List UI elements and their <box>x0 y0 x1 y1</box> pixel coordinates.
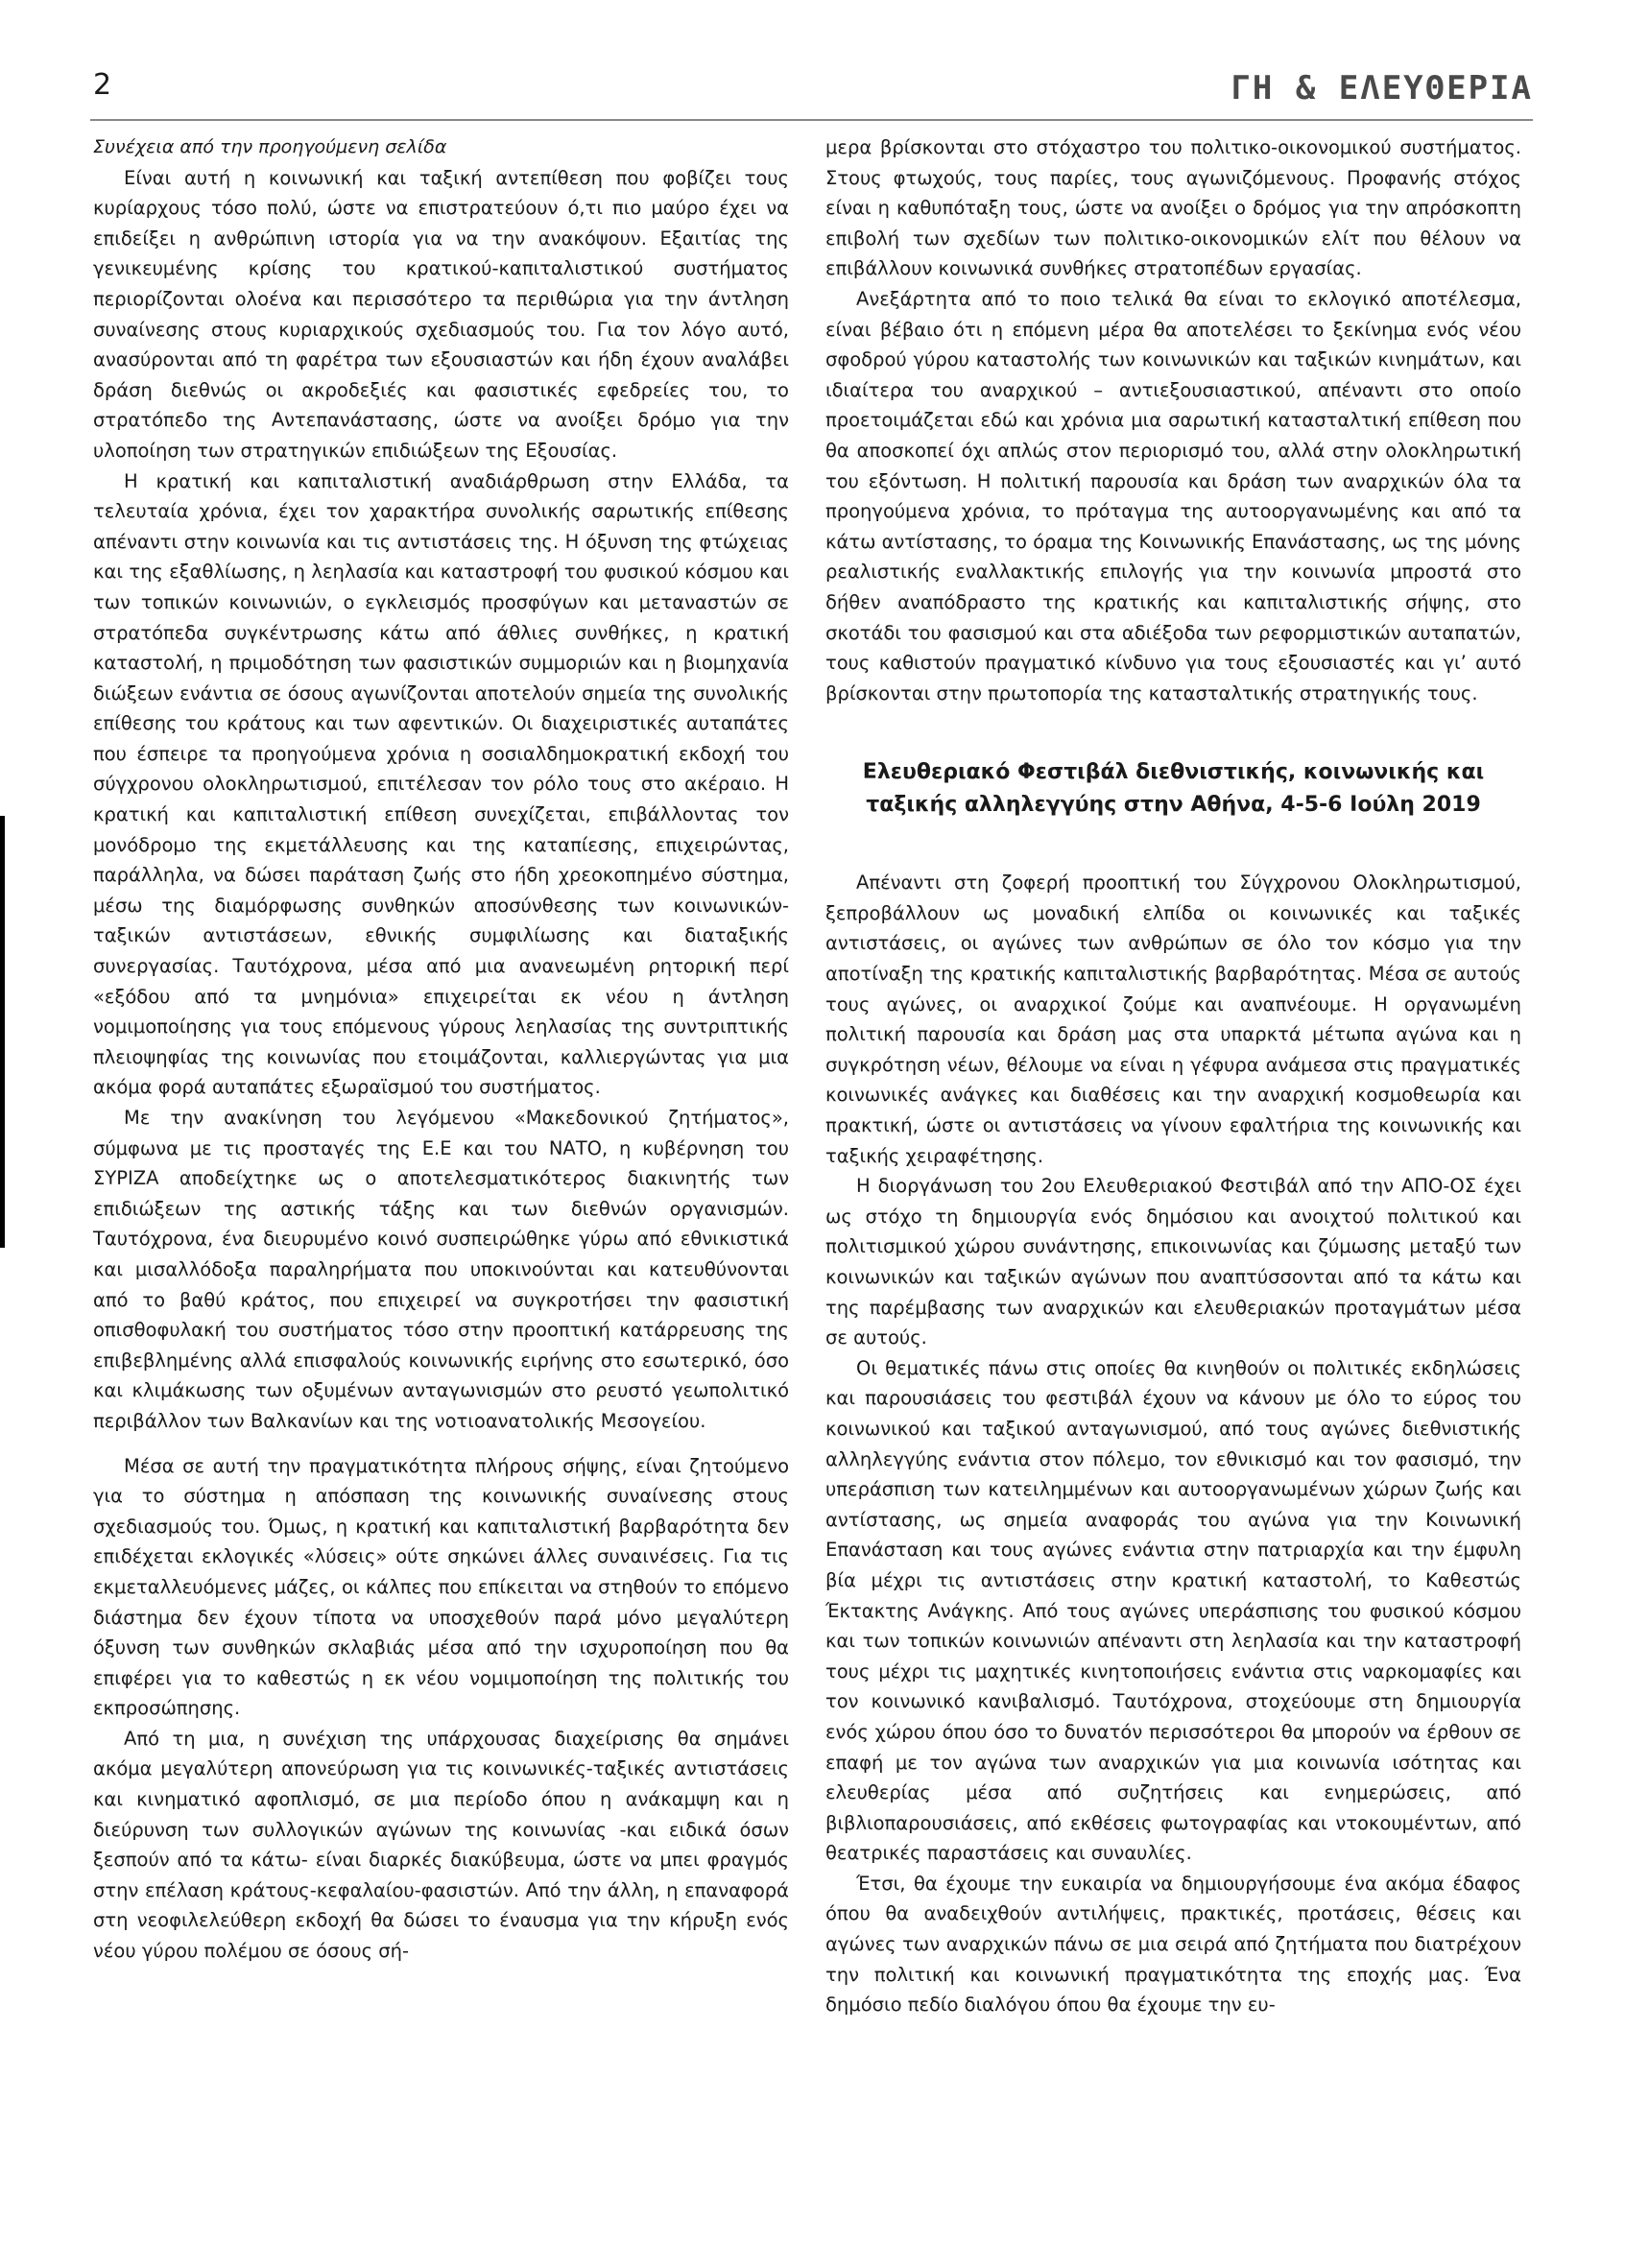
article-paragraph: Απέναντι στη ζοφερή προοπτική του Σύγχρονου Ολοκληρωτισμού, ξεπροβάλλουν ως μοναδική ελπίδα οι κοινωνικές και ταξικές αντιστάσεις, οι αγώνες των ανθρώπων σε όλο τον κόσμο για την αποτίναξη της κρατικής καπιταλιστικής βαρβαρότητας. Μέσα σε αυτούς τους αγώνες, οι αναρχικοί ζούμε και αναπνέουμε. Η οργανωμένη πολιτική παρουσία και δράση μας στα υπαρκτά μέτωπα αγώνα και η συγκρότηση νέων, θέλουμε να είναι η γέφυρα ανάμεσα στις πραγματικές κοινωνικές ανάγκες και διαθέσεις και την αναρχική κοσμοθεωρία και πρακτική, ώστε οι αντιστάσεις να γίνουν εφαλτήρια της κοινωνικής και ταξικής χειραφέτησης. <box>825 871 1521 1167</box>
article-paragraph: Ανεξάρτητα από το ποιο τελικά θα είναι το εκλογικό αποτέλεσμα, είναι βέβαιο ότι η επόμενη μέρα θα αποτελέσει το ξεκίνημα ενός νέου σφοδρού γύρου καταστολής των κοινωνικών και ταξικών κινημάτων, και ιδιαίτερα του αναρχικού – αντιεξουσιαστικού, απέναντι στο οποίο προετοιμάζεται εδώ και χρόνια μια σαρωτική κατασταλτική επίθεση που θα αποσκοπεί όχι απλώς στον περιορισμό του, αλλά στην ολοκληρωτική του εξόντωση. Η πολιτική παρουσία και δράση των αναρχικών όλα τα προηγούμενα χρόνια, το πρόταγμα της αυτοοργανωμένης και από τα κάτω αντίστασης, το όραμα της Κοινωνικής Επανάστασης, ως της μόνης ρεαλιστικής εναλλακτικής επιλογής για την κοινωνία μπροστά στο δήθεν αναπόδραστο της κρατικής και καπιταλιστικής σήψης, στο σκοτάδι του φασισμού και στα αδιέξοδα των ρεφορμιστικών αυταπατών, τους καθιστούν πραγματικό κίνδυνο για τους εξουσιαστές και γι’ αυτό βρίσκονται στην πρωτοπορία της κατασταλτικής στρατηγικής τους. <box>825 287 1521 704</box>
page-number: 2 <box>93 68 112 102</box>
continued-label: Συνέχεια από την προηγούμενη σελίδα <box>93 136 447 157</box>
article-paragraph: Έτσι, θα έχουμε την ευκαιρία να δημιουργήσουμε ένα ακόμα έδαφος όπου θα αναδειχθούν αντιλήψεις, πρακτικές, προτάσεις, θέσεις και αγώνες των αναρχικών πάνω σε μια σειρά από ζητήματα που διατρέχουν την πολιτική και κοινωνική πραγματικότητα της εποχής μας. Ένα δημόσιο πεδίο διαλόγου όπου θα έχουμε την ευ- <box>825 1872 1521 2017</box>
article-paragraph: Η κρατική και καπιταλιστική αναδιάρθρωση στην Ελλάδα, τα τελευταία χρόνια, έχει τον χαρακτήρα συνολικής σαρωτικής επίθεσης απέναντι στην κοινωνία και τις αντιστάσεις της. Η όξυνση της φτώχειας και της εξαθλίωσης, η λεηλασία και καταστροφή του φυσικού κόσμου και των τοπικών κοινωνιών, ο εγκλεισμός προσφύγων και μεταναστών σε στρατόπεδα συγκέντρωσης κάτω από άθλιες συνθήκες, η κρατική καταστολή, η πριμοδότηση των φασιστικών συμμοριών και η βιομηχανία διώξεων ενάντια σε όσους αγωνίζονται αποτελούν σημεία της συνολικής επίθεσης του κράτους και των αφεντικών. Οι διαχειριστικές αυταπάτες που έσπειρε τα προηγούμενα χρόνια η σοσιαλδημοκρατική εκδοχή του σύγχρονου ολοκληρωτισμού, επιτέλεσαν τον ρόλο τους στο ακέραιο. Η κρατική και καπιταλιστική επίθεση συνεχίζεται, επιβάλλοντας τον μονόδρομο της εκμετάλλευσης και της καταπίεσης, επιχειρώντας, παράλληλα, να δώσει παράταση ζωής στο ήδη χρεοκοπημένο σύστημα, μέσω της διαμόρφωσης συνθηκών αποσύνθεσης των κοινωνικών-ταξικών αντιστάσεων, εθνικής συμφιλίωσης και διαταξικής συνεργασίας. Ταυτόχρονα, μέσα από μια ανανεωμένη ρητορική περί «εξόδου από τα μνημόνια» επιχειρείται εκ νέου η άντληση νομιμοποίησης για τους επόμενους γύρους λεηλασίας της συντριπτικής πλειοψηφίας της κοινωνίας που ετοιμάζονται, καλλιεργώντας για μια ακόμα φορά αυταπάτες εξωραϊσμού του συστήματος. <box>93 469 789 1099</box>
masthead-title: ΓΗ & ΕΛΕΥΘΕΡΙΑ <box>1231 69 1533 107</box>
section-heading: Ελευθεριακό Φεστιβάλ διεθνιστικής, κοινωνικής και ταξικής αλληλεγγύης στην Αθήνα, 4-5-6 Ιούλη 2019 <box>862 760 1485 818</box>
article-paragraph: Είναι αυτή η κοινωνική και ταξική αντεπίθεση που φοβίζει τους κυρίαρχους τόσο πολύ, ώστε να επιστρατεύουν ό,τι πιο μαύρο έχει να επιδείξει η ανθρώπινη ιστορία για να την ανακόψουν. Εξαιτίας της γενικευμένης κρίσης του κρατικού-καπιταλιστικού συστήματος περιορίζονται ολοένα και περισσότερο τα περιθώρια για την άντληση συναίνεσης στους κυριαρχικούς σχεδιασμούς του. Για τον λόγο αυτό, ανασύρονται από τη φαρέτρα των εξουσιαστών και ήδη έχουν αναλάβει δράση διεθνώς οι ακροδεξιές και φασιστικές εφεδρείες του, το στρατόπεδο της Αντεπανάστασης, ώστε να ανοίξει δρόμο για την υλοποίηση των στρατηγικών επιδιώξεων της Εξουσίας. <box>93 166 789 462</box>
article-paragraph: μερα βρίσκονται στο στόχαστρο του πολιτικο-οικονομικού συστήματος. Στους φτωχούς, τους παρίες, τους αγωνιζόμενους. Προφανής στόχος είναι η καθυπόταξη τους, ώστε να ανοίξει ο δρόμος για την απρόσκοπτη επιβολή των σχεδίων των πολιτικο-οικονομικών ελίτ που θέλουν να επιβάλλουν κοινωνικά συνθήκες στρατοπέδων εργασίας. <box>825 136 1521 280</box>
header-rule <box>90 119 1533 121</box>
right-column <box>825 132 1521 2020</box>
article-paragraph: Από τη μια, η συνέχιση της υπάρχουσας διαχείρισης θα σημάνει ακόμα μεγαλύτερη απονεύρωση για τις κοινωνικές-ταξικές αντιστάσεις και κινηματικό αφοπλισμό, σε μια περίοδο όπου η ανάκαμψη και η διεύρυνση των συλλογικών αγώνων της κοινωνίας -και ειδικά όσων ξεσπούν από τα κάτω- είναι διαρκές διακύβευμα, ώστε να μπει φραγμός στην επέλαση κράτους-κεφαλαίου-φασιστών. Από την άλλη, η επαναφορά στη νεοφιλελεύθερη εκδοχή θα δώσει το έναυσμα για την κήρυξη ενός νέου γύρου πολέμου σε όσους σή- <box>93 1727 789 1963</box>
article-paragraph: Με την ανακίνηση του λεγόμενου «Μακεδονικού ζητήματος», σύμφωνα με τις προσταγές της Ε.Ε και του ΝΑΤΟ, η κυβέρνηση του ΣΥΡΙΖΑ αποδείχτηκε ως ο αποτελεσματικότερος διακινητής των επιδιώξεων της αστικής τάξης και των διεθνών οργανισμών. Ταυτόχρονα, ένα διευρυμένο κοινό συσπειρώθηκε γύρω από εθνικιστικά και μισαλλόδοξα παραληρήματα που υποκινούνται και κατευθύνονται από το βαθύ κράτος, που επιχειρεί να συγκροτήσει την φασιστική οπισθοφυλακή του συστήματος τόσο στην προοπτική κατάρρευσης της επιβεβλημένης αλλά επισφαλούς κοινωνικής ειρήνης στο εσωτερικό, όσο και κλιμάκωσης των οξυμένων ανταγωνισμών στο ρευστό γεωπολιτικό περιβάλλον των Βαλκανίων και της νοτιοανατολικής Μεσογείου. <box>93 1107 789 1432</box>
margin-marker <box>0 816 5 1248</box>
article-paragraph: Η διοργάνωση του 2ου Ελευθεριακού Φεστιβάλ από την ΑΠΟ-ΟΣ έχει ως στόχο τη δημιουργία ενός δημόσιου και ανοιχτού πολιτικού και πολιτισμικού χώρου συνάντησης, επικοινωνίας και ζύμωσης μεταξύ των κοινωνικών και ταξικών αγώνων που αναπτύσσονται από τα κάτω και της παρέμβασης των αναρχικών και ελευθεριακών προταγμάτων μέσα σε αυτούς. <box>825 1175 1521 1349</box>
article-paragraph: Μέσα σε αυτή την πραγματικότητα πλήρους σήψης, είναι ζητούμενο για το σύστημα η απόσπαση της κοινωνικής συναίνεσης στους σχεδιασμούς του. Όμως, η κρατική και καπιταλιστική βαρβαρότητα δεν επιδέχεται εκλογικές «λύσεις» ούτε σηκώνει άλλες συναινέσεις. Για τις εκμεταλλευόμενες μάζες, οι κάλπες που επίκειται να στηθούν το επόμενο διάστημα δεν έχουν τίποτα να υποσχεθούν παρά μόνο μεγαλύτερη όξυνση των συνθηκών σκλαβιάς μέσα από την ισχυροποίηση που θα επιφέρει για το καθεστώς η εκ νέου νομιμοποίηση της πολιτικής του εκπροσώπησης. <box>93 1454 789 1720</box>
left-column <box>93 132 789 1967</box>
article-paragraph: Οι θεματικές πάνω στις οποίες θα κινηθούν οι πολιτικές εκδηλώσεις και παρουσιάσεις του φεστιβάλ έχουν να κάνουν με όλο το εύρος του κοινωνικού και ταξικού ανταγωνισμού, από τους αγώνες διεθνιστικής αλληλεγγύης ενάντια στον πόλεμο, τον εθνικισμό και τον φασισμό, την υπεράσπιση των κατειλημμένων και αυτοοργανωμένων χώρων ζωής και αντίστασης, ως σημεία αναφοράς του αγώνα για την Κοινωνική Επανάσταση και τους αγώνες ενάντια στην πατριαρχία και την έμφυλη βία μέχρι τις αντιστάσεις στην κρατική καταστολή, το Καθεστώς Έκτακτης Ανάγκης. Από τους αγώνες υπεράσπισης του φυσικού κόσμου και των τοπικών κοινωνιών απέναντι στη λεηλασία και την καταστροφή τους μέχρι τις μαχητικές κινητοποιήσεις ενάντια στις ναρκομαφίες και τον κοινωνικό κανιβαλισμό. Ταυτόχρονα, στοχεύουμε στη δημιουργία ενός χώρου όπου όσο το δυνατόν περισσότεροι θα μπορούν να έρθουν σε επαφή με τον αγώνα των αναρχικών για μια κοινωνία ισότητας και ελευθερίας μέσα από συζητήσεις και ενημερώσεις, από βιβλιοπαρουσιάσεις, από εκθέσεις φωτογραφίας και ντοκουμέντων, από θεατρικές παραστάσεις και συναυλίες. <box>825 1356 1521 1865</box>
